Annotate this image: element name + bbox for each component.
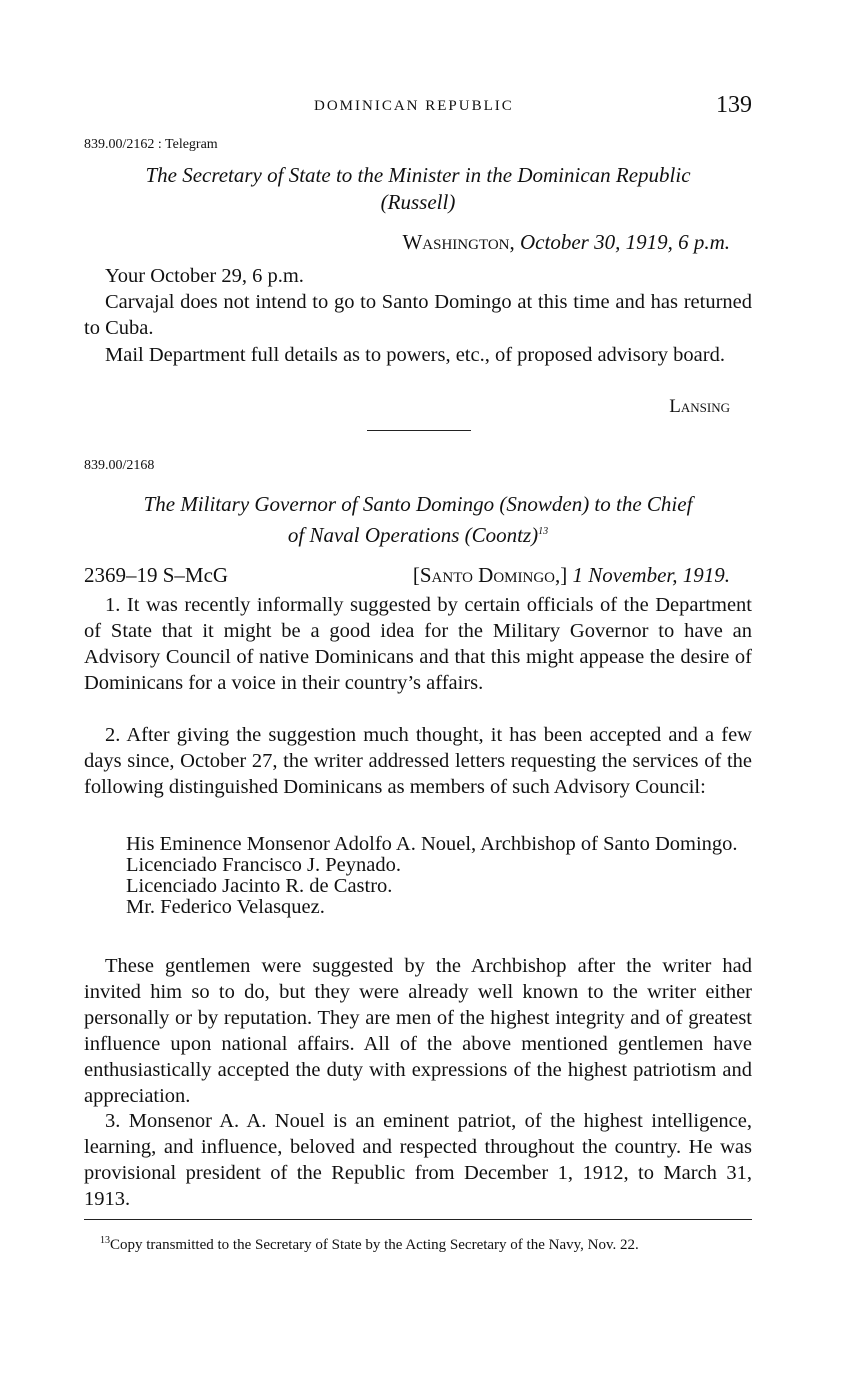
document-heading-1 (84, 162, 752, 216)
paragraph: Carvajal does not intend to go to Santo Domingo at this time and has returned to Cuba. (84, 291, 752, 339)
page-number: 139 (716, 92, 752, 118)
paragraph: Your October 29, 6 p.m. (105, 265, 304, 287)
running-head (84, 94, 752, 124)
file-reference-2: 839.00/2168 (84, 458, 155, 473)
dateline-1 (402, 230, 730, 255)
council-members-list (126, 834, 752, 918)
list-item: Mr. Federico Velasquez. (126, 896, 325, 918)
section-divider (367, 430, 471, 431)
signature: Lansing (669, 396, 730, 417)
paragraph: Mail Department full details as to powers, etc., of proposed advisory board. (105, 344, 725, 366)
running-title: DOMINICAN REPUBLIC (314, 98, 514, 114)
footnote-number: 13 (100, 1235, 110, 1246)
heading-line: The Secretary of State to the Minister in the Dominican Republic (145, 163, 691, 187)
reference-place: [Santo Domingo,] (412, 563, 568, 587)
heading-line: (Russell) (380, 190, 456, 214)
reference-dateline (413, 563, 730, 588)
reference-line (84, 563, 752, 591)
file-reference-1: 839.00/2162 : Telegram (84, 137, 218, 152)
footnote-text: Copy transmitted to the Secretary of State by the Acting Secretary of the Navy, Nov. 22. (110, 1237, 639, 1253)
reference-number: 2369–19 S–McG (84, 563, 229, 587)
list-item: His Eminence Monsenor Adolfo A. Nouel, Archbishop of Santo Domingo. (126, 833, 738, 855)
paragraph: 1. It was recently informally suggested by certain officials of the Department of State that it might be a good idea for the Military Governor to have an Advisory Council of native Dominicans and that this might appease the desire of Dominicans for a voice in their country’s affairs. (84, 594, 752, 694)
document-heading-2 (84, 491, 752, 549)
dateline-place: Washington, (402, 230, 515, 254)
list-item: Licenciado Francisco J. Peynado. (126, 854, 401, 876)
footnote-marker: 13 (538, 526, 549, 537)
footnote-rule (84, 1219, 752, 1220)
footnote (84, 1232, 752, 1254)
list-item: Licenciado Jacinto R. de Castro. (126, 875, 393, 897)
heading-line: The Military Governor of Santo Domingo (Snowden) to the Chief (143, 492, 693, 516)
reference-date: 1 November, 1919. (572, 563, 730, 587)
heading-line-text: of Naval Operations (Coontz) (287, 523, 539, 547)
paragraph: These gentlemen were suggested by the Archbishop after the writer had invited him so to do, but they were already well known to the writer either personally or by reputation. They are men of the highest integrity and of greatest influence upon national affairs. All of the above mentioned gentlemen have enthusiastically accepted the duty with expressions of the highest patriotism and appreciation. (84, 955, 752, 1107)
dateline-date: October 30, 1919, 6 p.m. (520, 230, 730, 254)
heading-line (84, 518, 752, 549)
paragraph: 2. After giving the suggestion much thought, it has been accepted and a few days since, October 27, the writer addressed letters requesting the services of the following distinguished Dominicans as members of such Advisory Council: (84, 724, 752, 798)
paragraph: 3. Monsenor A. A. Nouel is an eminent patriot, of the highest intelligence, learning, and influence, beloved and respected throughout the country. He was provisional president of the Republic from December 1, 1912, to March 31, 1913. (84, 1110, 752, 1210)
